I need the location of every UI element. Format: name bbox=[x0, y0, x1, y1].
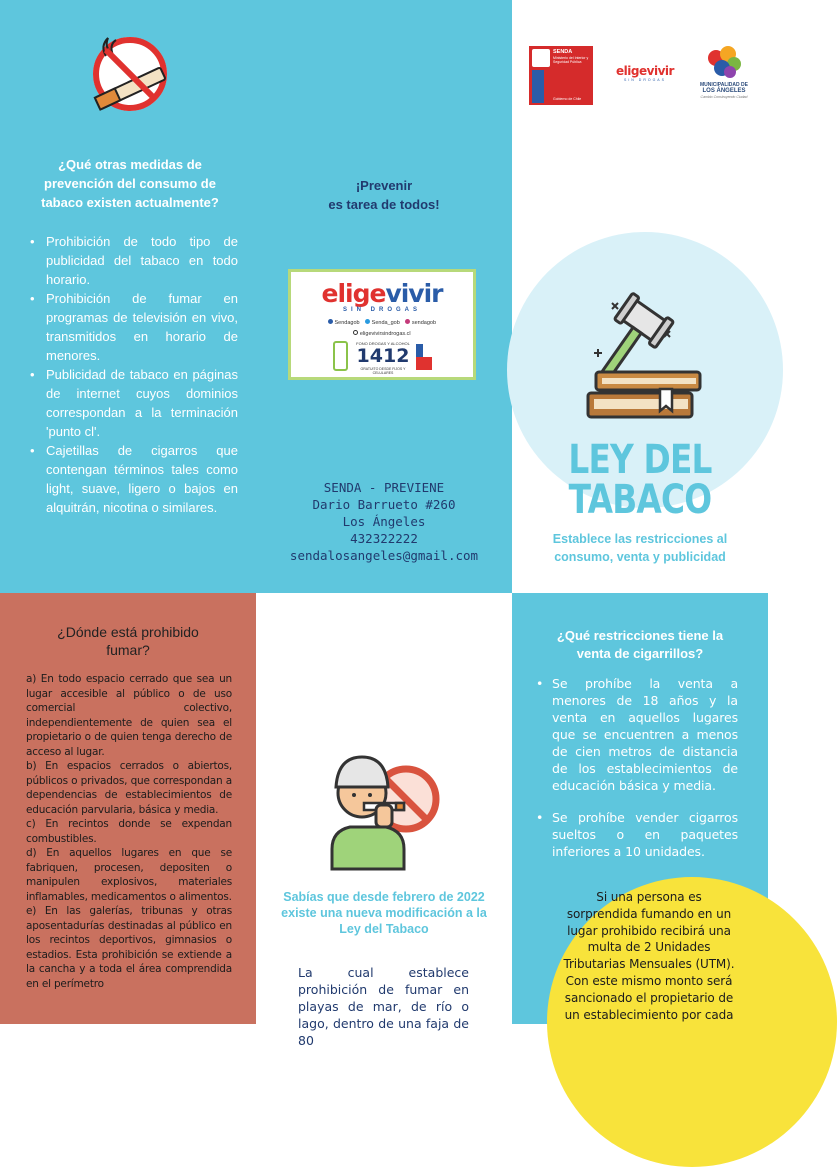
where-prohibited-list bbox=[26, 672, 232, 991]
bullet-icon: • bbox=[536, 810, 544, 825]
gov-shield-icon bbox=[532, 49, 550, 67]
list-item: d) En aquellos lugares en que se fabriquen, procesen, depositen o manipulen explosivos, materiales inflamables, medicamentos o alimentos. bbox=[26, 847, 232, 903]
card-brand-left: elige bbox=[321, 279, 386, 308]
chile-flag-icon bbox=[416, 344, 432, 370]
contact-city: Los Ángeles bbox=[342, 514, 426, 529]
muni-tagline: Cambio Construyendo Ciudad bbox=[700, 95, 748, 99]
law-title-line-2: TABACO bbox=[568, 477, 712, 523]
phone-icon bbox=[333, 341, 348, 371]
card-socials bbox=[291, 319, 473, 326]
list-item bbox=[536, 809, 738, 860]
senda-logo-title: SENDA bbox=[553, 49, 573, 55]
sales-restrictions-list bbox=[536, 675, 738, 860]
modification-body: La cual establece prohibición de fumar en playas de mar, de río o lago, dentro de una faja de 80 bbox=[298, 965, 469, 1048]
list-item-text: Se prohíbe la venta a menores de 18 años y la venta en aquellos lugares que se encuentren a menos de cien metros de distancia de los establecimientos de educación básica y media. bbox=[552, 676, 738, 793]
bullet-icon: • bbox=[536, 676, 544, 691]
list-item: • Prohibición de todo tipo de publicidad del tabaco en todo horario. bbox=[26, 232, 238, 289]
elige-logo-sub: SIN DROGAS bbox=[624, 78, 666, 82]
website-text: eligevivirsindrogas.cl bbox=[359, 331, 411, 337]
no-smoking-icon bbox=[84, 30, 178, 114]
sales-restrictions-question: ¿Qué restricciones tiene la venta de cigarrillos? bbox=[556, 628, 724, 661]
card-website bbox=[291, 330, 473, 337]
card-brand bbox=[291, 281, 473, 307]
facebook-icon bbox=[328, 319, 333, 324]
colorful-hands-icon bbox=[704, 44, 744, 82]
instagram-icon bbox=[405, 319, 410, 324]
fine-text: Si una persona es sorprendida fumando en un lugar prohibido recibirá una multa de 2 Unidades Tributarias Mensuales (UTM). Con este mismo monto será sancionado el propietario de un establecimiento por cada bbox=[563, 890, 735, 1022]
panel-prevention bbox=[256, 0, 512, 593]
contact-address: Dario Barrueto #260 bbox=[312, 497, 456, 512]
list-item: • Publicidad de tabaco en páginas de internet cuyos dominios correspondan a la terminación 'punto cl'. bbox=[26, 365, 238, 441]
panel-sales-restrictions bbox=[512, 593, 768, 1024]
other-measures-list bbox=[26, 232, 238, 517]
muni-line-1: MUNICIPALIDAD DE bbox=[700, 82, 748, 88]
list-item: a) En todo espacio cerrado que sea un lugar accesible al público o de uso comercial colectivo, independientemente de quien sea el propietario o de quien tenga derecho de acceso al lugar. bbox=[26, 673, 232, 758]
social-facebook: Sendagob bbox=[334, 320, 360, 326]
list-item: c) En recintos donde se expendan combustibles. bbox=[26, 818, 232, 845]
panel-other-measures bbox=[0, 0, 256, 593]
globe-icon bbox=[353, 330, 358, 335]
muni-line-2: LOS ÁNGELES bbox=[702, 88, 746, 94]
elige-vivir-logo bbox=[610, 65, 680, 82]
panel-new-modification bbox=[256, 593, 512, 1048]
law-title-line-1: LEY DEL bbox=[568, 437, 712, 483]
slogan-line-2: es tarea de todos! bbox=[328, 197, 440, 212]
other-measures-question: ¿Qué otras medidas de prevención del consumo de tabaco existen actualmente? bbox=[41, 157, 219, 210]
senda-logo bbox=[529, 46, 593, 105]
where-prohibited-question: ¿Dónde está prohibido fumar? bbox=[57, 624, 199, 658]
social-instagram: sendagob bbox=[411, 320, 437, 326]
list-item-text: Se prohíbe vender cigarros sueltos o en paquetes inferiores a 10 unidades. bbox=[552, 810, 738, 859]
list-item: e) En las galerías, tribunas y otras aposentadurías destinadas al público en los recintos deportivos, gimnasios o estadios. Esta prohibición se extiende a la cancha y a toda el área comprendida en el perímetro bbox=[26, 905, 232, 990]
phone-caption: FONO DROGAS Y ALCOHOL bbox=[356, 341, 410, 346]
phone-footer: GRATUITO DESDE FIJOS Y CELULARES bbox=[360, 367, 406, 375]
smoker-prohibited-icon bbox=[326, 751, 442, 869]
senda-logo-gov: Gobierno de Chile bbox=[553, 97, 582, 101]
list-item: b) En espacios cerrados o abiertos, públicos o privados, que correspondan a dependencias de establecimientos de educación parvularia, básica y media. bbox=[26, 760, 232, 816]
panel-cover bbox=[512, 0, 768, 593]
list-item bbox=[536, 675, 738, 794]
slogan bbox=[256, 176, 512, 214]
contact-org: SENDA - PREVIENE bbox=[323, 480, 445, 495]
phone-number: 1412 bbox=[356, 345, 410, 367]
social-twitter: Senda_gob bbox=[371, 320, 400, 326]
contact-email[interactable]: sendalosangeles@gmail.com bbox=[289, 548, 479, 563]
municipality-logo bbox=[694, 44, 754, 108]
slogan-line-1: ¡Prevenir bbox=[355, 178, 413, 193]
modification-highlight: Sabías que desde febrero de 2022 existe una nueva modificación a la Ley del Tabaco bbox=[281, 890, 487, 936]
panel-where-prohibited bbox=[0, 593, 256, 1024]
list-item: • Prohibición de fumar en programas de televisión en vivo, transmitidos en horario de menores. bbox=[26, 289, 238, 365]
twitter-icon bbox=[365, 319, 370, 324]
gavel-icon bbox=[582, 293, 700, 425]
elige-vivir-card bbox=[288, 269, 476, 380]
card-brand-sub: SIN DROGAS bbox=[342, 307, 421, 313]
law-subtitle: Establece las restricciones al consumo, venta y publicidad bbox=[552, 532, 728, 564]
senda-logo-sub: Ministerio del Interior y Seguridad Pública bbox=[553, 56, 589, 64]
contact-phone: 432322222 bbox=[350, 531, 418, 546]
contact-block bbox=[256, 479, 512, 564]
elige-logo-text: eligevivir bbox=[616, 64, 674, 78]
card-brand-right: vivir bbox=[385, 279, 443, 308]
list-item: • Cajetillas de cigarros que contengan términos tales como light, suave, ligero o bajos en alquitrán, nicotina o similares. bbox=[26, 441, 238, 517]
